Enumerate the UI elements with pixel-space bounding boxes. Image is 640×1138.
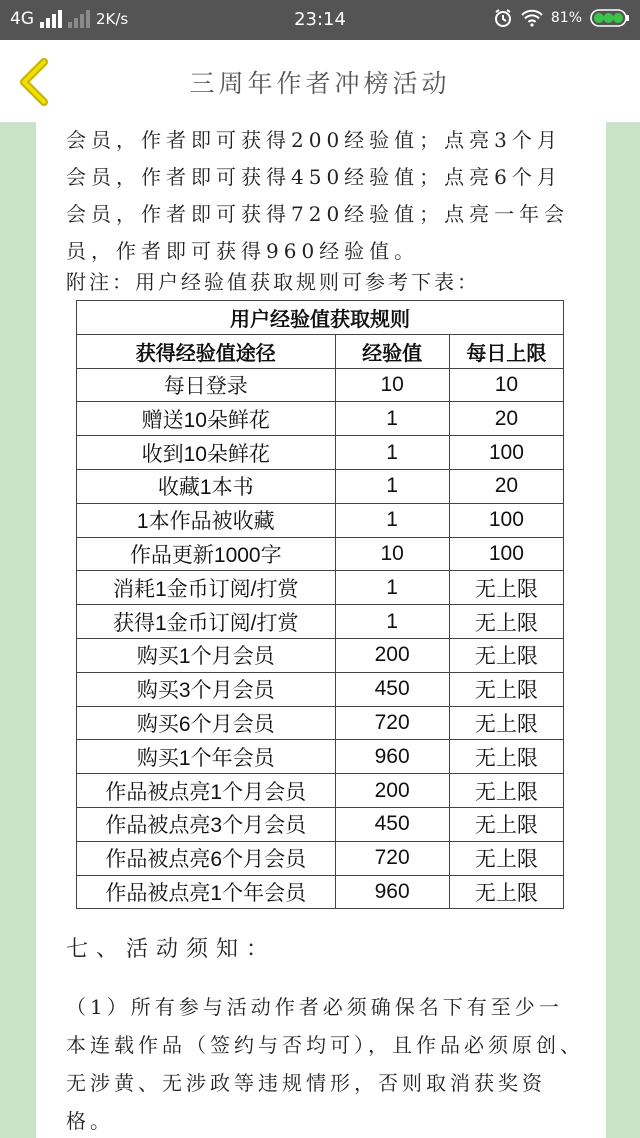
cell-daily-limit: 无上限 bbox=[449, 774, 563, 808]
cell-method: 作品被点亮3个月会员 bbox=[77, 807, 336, 841]
table-row bbox=[77, 706, 564, 740]
alarm-icon bbox=[493, 8, 513, 28]
table-row bbox=[77, 537, 564, 571]
table-row bbox=[77, 672, 564, 706]
title-bar bbox=[0, 40, 640, 123]
table-row bbox=[77, 841, 564, 875]
header-points: 经验值 bbox=[335, 334, 449, 368]
cell-points: 1 bbox=[335, 436, 449, 470]
status-bar bbox=[0, 0, 640, 40]
cell-daily-limit: 无上限 bbox=[449, 706, 563, 740]
header-method: 获得经验值途径 bbox=[77, 334, 336, 368]
cell-method: 作品更新1000字 bbox=[77, 537, 336, 571]
cell-daily-limit: 无上限 bbox=[449, 638, 563, 672]
table-row bbox=[77, 402, 564, 436]
clock: 23:14 bbox=[294, 9, 346, 30]
cell-method: 收藏1本书 bbox=[77, 469, 336, 503]
cell-points: 1 bbox=[335, 503, 449, 537]
table-note: 附注：用户经验值获取规则可参考下表： bbox=[66, 270, 480, 294]
table-row bbox=[77, 774, 564, 808]
cell-method: 赠送10朵鲜花 bbox=[77, 402, 336, 436]
table-row bbox=[77, 368, 564, 402]
battery-icon bbox=[590, 9, 630, 27]
cell-daily-limit: 100 bbox=[449, 537, 563, 571]
cell-points: 1 bbox=[335, 571, 449, 605]
article-content bbox=[36, 122, 606, 1138]
cell-method: 收到10朵鲜花 bbox=[77, 436, 336, 470]
cell-daily-limit: 无上限 bbox=[449, 807, 563, 841]
cell-method: 作品被点亮1个月会员 bbox=[77, 774, 336, 808]
table-row bbox=[77, 605, 564, 639]
cell-method: 购买1个年会员 bbox=[77, 740, 336, 774]
table-row bbox=[77, 469, 564, 503]
cell-method: 作品被点亮6个月会员 bbox=[77, 841, 336, 875]
cell-points: 960 bbox=[335, 875, 449, 909]
network-speed: 2K/s bbox=[96, 10, 129, 28]
table-row bbox=[77, 740, 564, 774]
cell-method: 购买6个月会员 bbox=[77, 706, 336, 740]
cell-daily-limit: 无上限 bbox=[449, 672, 563, 706]
cell-points: 960 bbox=[335, 740, 449, 774]
cell-method: 获得1金币订阅/打赏 bbox=[77, 605, 336, 639]
cell-points: 450 bbox=[335, 807, 449, 841]
table-row bbox=[77, 638, 564, 672]
cell-method: 购买3个月会员 bbox=[77, 672, 336, 706]
cell-daily-limit: 100 bbox=[449, 503, 563, 537]
page-title: 三周年作者冲榜活动 bbox=[189, 69, 451, 98]
cell-method: 作品被点亮1个年会员 bbox=[77, 875, 336, 909]
cell-daily-limit: 无上限 bbox=[449, 605, 563, 639]
table-row bbox=[77, 571, 564, 605]
network-type: 4G bbox=[10, 9, 34, 29]
cell-points: 10 bbox=[335, 368, 449, 402]
cell-points: 1 bbox=[335, 605, 449, 639]
cell-daily-limit: 20 bbox=[449, 402, 563, 436]
cell-daily-limit: 无上限 bbox=[449, 571, 563, 605]
header-daily-limit: 每日上限 bbox=[449, 334, 563, 368]
cell-method: 消耗1金币订阅/打赏 bbox=[77, 571, 336, 605]
cell-points: 200 bbox=[335, 638, 449, 672]
cell-method: 每日登录 bbox=[77, 368, 336, 402]
cell-daily-limit: 无上限 bbox=[449, 875, 563, 909]
cell-points: 450 bbox=[335, 672, 449, 706]
cell-points: 720 bbox=[335, 706, 449, 740]
cell-daily-limit: 100 bbox=[449, 436, 563, 470]
section-title: 七、活动须知： bbox=[66, 937, 277, 962]
table-row bbox=[77, 807, 564, 841]
paragraph-rewards: 会员，作者即可获得200经验值；点亮3个月会员，作者即可获得450经验值；点亮6个月会员，作者即可获得720经验值；点亮一年会员，作者即可获得960经验值。 bbox=[66, 128, 570, 263]
battery-percent: 81% bbox=[550, 10, 582, 26]
cell-daily-limit: 10 bbox=[449, 368, 563, 402]
cell-points: 10 bbox=[335, 537, 449, 571]
cell-method: 1本作品被收藏 bbox=[77, 503, 336, 537]
experience-rules-table bbox=[76, 300, 564, 909]
table-row bbox=[77, 875, 564, 909]
table-row bbox=[77, 503, 564, 537]
table-title: 用户经验值获取规则 bbox=[77, 301, 564, 335]
cell-points: 1 bbox=[335, 402, 449, 436]
cell-points: 200 bbox=[335, 774, 449, 808]
wifi-icon bbox=[521, 9, 543, 27]
cell-daily-limit: 无上限 bbox=[449, 841, 563, 875]
cell-daily-limit: 无上限 bbox=[449, 740, 563, 774]
table-row bbox=[77, 436, 564, 470]
cell-method: 购买1个月会员 bbox=[77, 638, 336, 672]
section-body: （1）所有参与活动作者必须确保名下有至少一本连载作品（签约与否均可），且作品必须原创、无涉黄、无涉政等违规情形，否则取消获奖资格。 bbox=[66, 995, 584, 1133]
cell-points: 720 bbox=[335, 841, 449, 875]
cell-daily-limit: 20 bbox=[449, 469, 563, 503]
cell-points: 1 bbox=[335, 469, 449, 503]
